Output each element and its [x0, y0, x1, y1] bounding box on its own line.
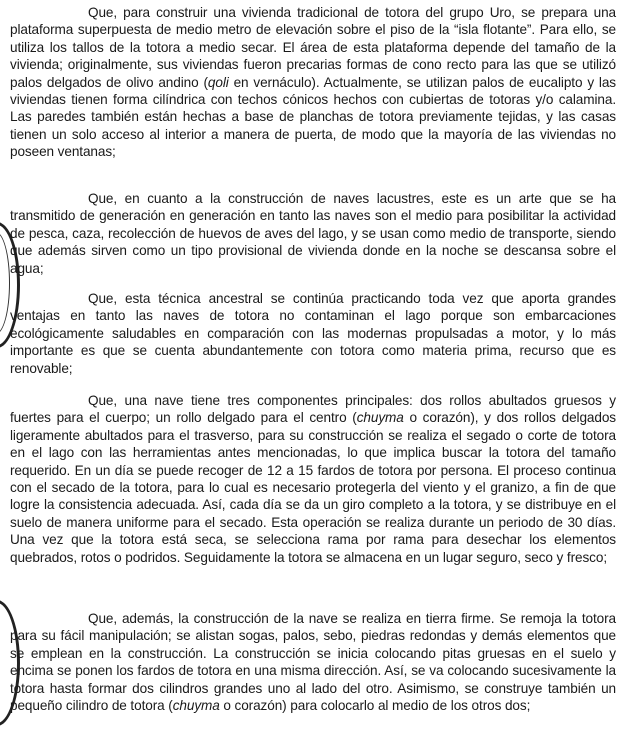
emphasis-term-qoli: qoli [207, 74, 229, 90]
paragraph-text-cont: en vernáculo). Actualmente, se utilizan palos de eucalipto y las viviendas tienen forma cilíndrica con techos cónicos hechos con cubiertas de totoras y/o calamina. Las paredes también están hechas a base de planchas de totora previamente tejidas, y las casas tienen un solo acceso al interior a manera de puerta, de modo que la mayoría de las viviendas no poseen ventanas; [10, 74, 616, 160]
paragraph-text: Que, para construir una vivienda tradicional de totora del grupo Uro, se prepara una plataforma superpuesta de medio metro de elevación sobre el piso de la “isla flotante”. Para ello, se utiliza los tallos de la totora a medio secar. El área de esta plataforma depende del tamaño de la vivienda; originalmente, sus viviendas fueron precarias formas de cono recto para las que se utilizó palos delgados de olivo andino ( [10, 5, 616, 90]
emphasis-term-chuyma-2: chuyma [172, 698, 220, 714]
paragraph-text: Que, además, la construcción de la nave se realiza en tierra firme. Se remoja la totora para su fácil manipulación; se alistan sogas, palos, sebo, piedras redondas y demás elementos que se emplean en la construcción. La construcción se inicia colocando pitas gruesas en el suelo y encima se ponen los fardos de totora en una misma dirección. Así, se va colocando sucesivamente la totora hasta formar dos cilindros grandes uno al lado del otro. Asimismo, se construye también un pequeño cilindro de totora ( [10, 611, 616, 714]
paragraph-text-cont: o corazón), y dos rollos delgados ligeramente abultados para el trasverso, para su construcción se realiza el segado o corte de totora en el lago con las herramientas antes mencionadas, lo que implica buscar la totora del tamaño requerido. En un día se puede recoger de 12 a 15 fardos de totora por persona. El proceso continua con el secado de la totora, para lo cual es necesario protegerla del viento y el granizo, a fin de que logre la consistencia adecuada. Así, cada día se da un giro completo a la totora, y se distribuye en el suelo de manera uniforme para el secado. Esta operación se realiza durante un periodo de 30 días. Una vez que la totora está seca, se selecciona rama por rama para desechar los elementos quebrados, rotos o podridos. Seguidamente la totora se almacena en un lugar seguro, seco y fresco; [10, 410, 616, 565]
paragraph-tecnica-ancestral [10, 290, 616, 377]
paragraph-componentes-nave [10, 392, 616, 566]
paragraph-vivienda-totora [10, 4, 616, 161]
paragraph-construccion-tierra [10, 610, 616, 714]
paragraph-naves-lacustres [10, 190, 616, 277]
emphasis-term-chuyma: chuyma [356, 410, 404, 426]
paragraph-text-cont: o corazón) para colocarlo al medio de los otros dos; [219, 698, 531, 714]
paragraph-text: Que, en cuanto a la construcción de naves lacustres, este es un arte que se ha transmitido de generación en generación en tanto las naves son el medio para posibilitar la actividad de pesca, caza, recolección de huevos de aves del lago, y se usan como medio de transporte, siendo que además sirven como un tipo provisional de vivienda donde en la noche se descansa sobre el agua; [10, 191, 616, 276]
paragraph-text: Que, una nave tiene tres componentes principales: dos rollos abultados gruesos y fuertes para el cuerpo; un rollo delgado para el centro ( [10, 393, 616, 426]
paragraph-text: Que, esta técnica ancestral se continúa practicando toda vez que aporta grandes ventajas en tanto las naves de totora no contaminan el lago porque son embarcaciones ecológicamente saludables en comparación con las modernas propulsadas a motor, y lo más importante es que se cuenta abundantemente con totora como materia prima, recurso que es renovable; [10, 291, 616, 376]
